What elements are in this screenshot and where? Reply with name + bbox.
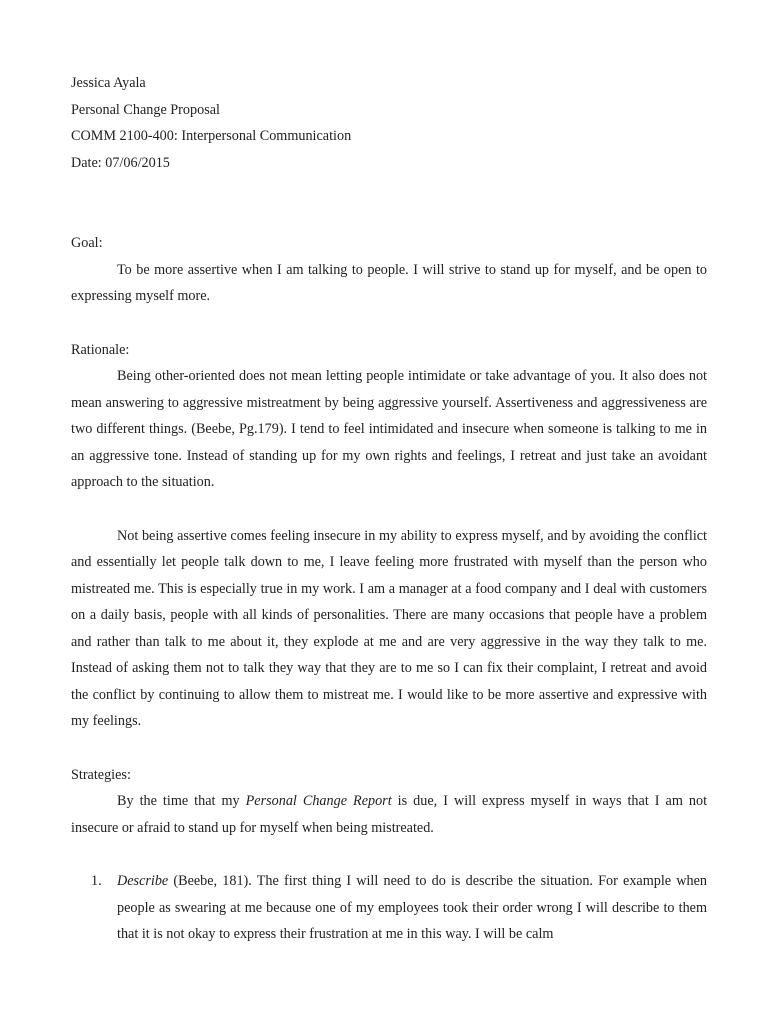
rationale-heading: Rationale: bbox=[71, 341, 130, 358]
rationale-paragraph-1: Being other-oriented does not mean letting people intimidate or take advantage of you. It also does not mean answering to aggressive mistreatment by being aggressive yourself. Assertiveness and aggressiveness are two different things. (Beebe, Pg.179). I tend to feel intimidated and insecure when someone is talking to me in an aggressive tone. Instead of standing up for my own rights and feelings, I retreat and just take an avoidant approach to the situation. bbox=[71, 368, 707, 490]
strategies-intro bbox=[71, 788, 707, 841]
list-item bbox=[91, 868, 707, 948]
goal-heading: Goal: bbox=[71, 235, 103, 251]
strategies-heading: Strategies: bbox=[71, 766, 131, 783]
list-item-term: Describe bbox=[117, 873, 169, 889]
course-name: COMM 2100-400: Interpersonal Communication bbox=[71, 128, 352, 144]
document-title: Personal Change Proposal bbox=[71, 101, 220, 118]
rationale-paragraph-2: Not being assertive comes feeling insecure in my ability to express myself, and by avoiding the conflict and essentially let people talk down to me, I leave feeling more frustrated with myself than the person who mistreated me. This is especially true in my work. I am a manager at a food company and I deal with customers on a daily basis, people with all kinds of personalities. There are many occasions that people have a problem and rather than talk to me about it, they explode at me and are very aggressive in the way they talk to me. Instead of asking them not to talk they way that they are to me so I can fix their complaint, I retreat and avoid the conflict by continuing to allow them to mistreat me. I would like to be more assertive and expressive with my feelings. bbox=[71, 527, 707, 729]
goal-text: To be more assertive when I am talking to people. I will strive to stand up for myself, and be open to expressing myself more. bbox=[71, 261, 707, 304]
author-name: Jessica Ayala bbox=[71, 75, 146, 91]
document-page bbox=[71, 70, 707, 948]
strategies-intro-before: By the time that my bbox=[117, 793, 246, 809]
list-item-text: (Beebe, 181). The first thing I will need to do is describe the situation. For example when people as swearing at me because one of my employees took their order wrong I will describe to them that it is not okay to express their frustration at me in this way. I will be calm bbox=[117, 873, 707, 942]
strategies-intro-after: is due, I will express myself in ways that I am not insecure or afraid to stand up for myself when being mistreated. bbox=[71, 793, 708, 836]
strategies-list bbox=[91, 868, 707, 948]
report-title-italic: Personal Change Report bbox=[245, 793, 392, 809]
list-item-number: 1. bbox=[91, 873, 102, 889]
document-date: Date: 07/06/2015 bbox=[71, 154, 170, 171]
